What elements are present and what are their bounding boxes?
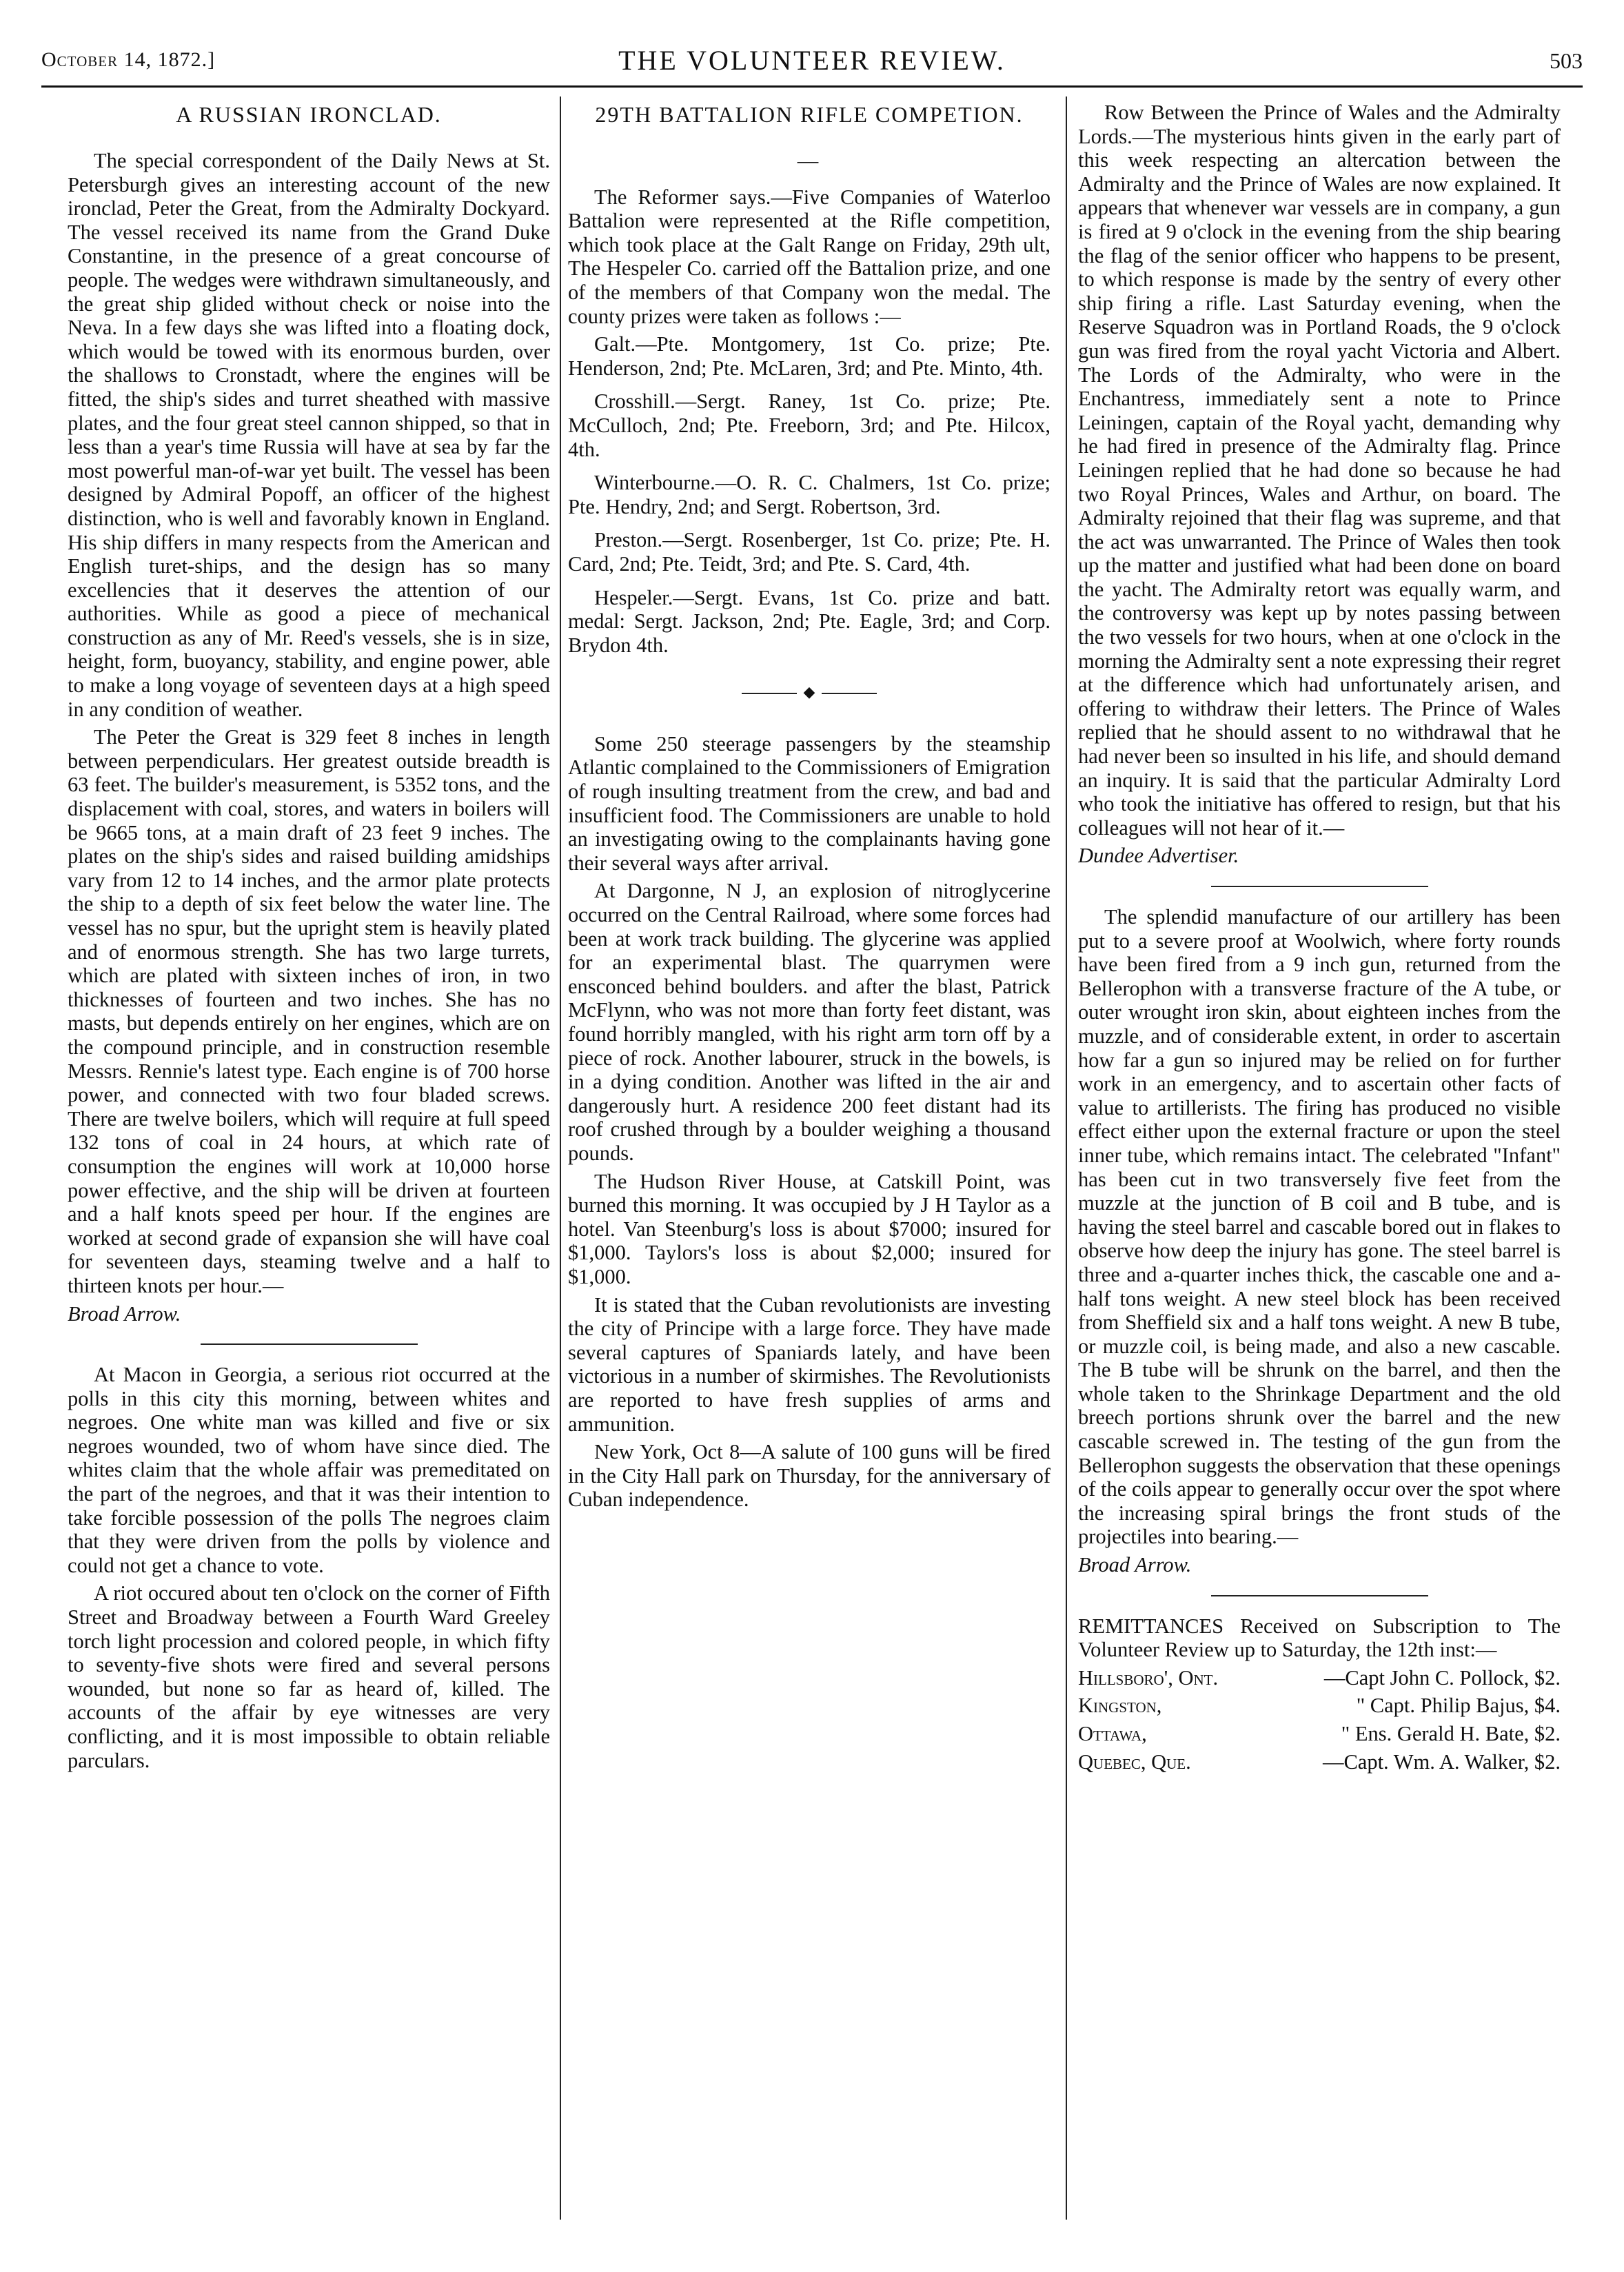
remittance-row (1078, 1666, 1561, 1690)
article-separator (201, 1343, 418, 1345)
remittance-place: Kingston, (1078, 1694, 1162, 1718)
publication-title: THE VOLUNTEER REVIEW. (618, 45, 1006, 76)
remittance-place: Ottawa, (1078, 1722, 1147, 1745)
article-paragraph: The Peter the Great is 329 feet 8 inches in length between perpendiculars. Her greatest outside breadth is 63 feet. The builder's measurement, is 5352 tons, and the displacement with coal, stores, and waters in boilers will be 9665 tons, at a main draft of 23 feet 9 inches. The plates on the ship's sides and raised building amidships vary from 12 to 14 inches, and the armor plate protects the ship to a depth of six feet below the water line. The vessel has no spur, but the upright stem is heavily plated and of enormous strength. She has two large turrets, which are plated with sixteen inches of iron, in two thicknesses of fourteen and two inches. She has no masts, but depends entirely on her engines, which are on the compound principle, and in construction resemble Messrs. Rennie's latest type. Each engine is of 700 horse power, and connected with two four bladed screws. There are twelve boilers, which will require at full speed 132 tons of coal in 24 hours, at which rate of consumption the engines will work at 10,000 horse power effective, and the ship will be driven at fourteen and a half knots speed per hour. If the engines are worked at second grade of expansion she will have coal for seventeen days, steaming twelve and a half to thirteen knots per hour.— (68, 725, 550, 1297)
remittance-place: Hillsboro', Ont. (1078, 1665, 1219, 1690)
article-paragraph: The splendid manufacture of our artillery has been put to a severe proof at Woolwich, where forty rounds have been fired from a 9 inch gun, returned from the Bellerophon with a transverse fracture of the A tube, or outer wrought iron skin, about eighteen inches from the muzzle, and of considerable extent, in order to ascertain how far a gun so injured may be relied on for further work in an emergency, and to ascertain other facts of value to artillerists. The firing has produced no visible effect either upon the external fracture or upon the steel inner tube, which remains intact. The celebrated "Infant" has been cut in two transversely five feet from the muzzle at the junction of B coil and B tube, and is having the steel barrel and cascable bored out in flakes to observe how deep the injury has gone. The steel barrel is three and a-quarter inches thick, the cascable one and a-half tons weight. A new steel block has been received from Sheffield six and a half tons weight. A new B tube, or muzzle coil, is being made, and also a new cascable. The B tube will be shrunk on the barrel, and then the whole taken to the Shrinkage Department and the old breech portions shrunk over the barrel and the new cascable screwed in. The testing of the gun from the Bellerophon suggests the observation that these openings of the coils appear to generally occur over the spot where the increasing spiral brings the front studs of the projectiles into bearing.— (1078, 905, 1561, 1549)
masthead-rule (41, 85, 1583, 88)
prize-entry-hespeler: Hespeler.—Sergt. Evans, 1st Co. prize and batt. medal: Sergt. Jackson, 2nd; Pte. Eagle, 3rd; and Corp. Brydon 4th. (568, 585, 1050, 657)
heading-dash: — (797, 149, 822, 172)
prize-entry-crosshill: Crosshill.—Sergt. Raney, 1st Co. prize; Pte. McCulloch, 2nd; Pte. Freeborn, 3rd; and Pte. Hilcox, 4th. (568, 389, 1050, 461)
article-heading-russian-ironclad: A RUSSIAN IRONCLAD. (176, 102, 442, 127)
article-paragraph: At Dargonne, N J, an explosion of nitroglycerine occurred on the Central Railroad, where some forces had been at work track building. The glycerine was applied for an experimental blast. The quarrymen were ensconced behind boulders. and after the blast, Patrick McFlynn, who was not more than forty feet distant, was found horribly mangled, with his right arm torn off by a piece of rock. Another labourer, struck in the bowels, is in a dying condition. Another was lifted in the air and dangerously hurt. A residence 200 feet distant had its roof crushed through by a boulder weighing a thousand pounds. (568, 879, 1050, 1165)
prize-list (568, 332, 1050, 657)
remittance-entry: —Capt. Wm. A. Walker, $2. (1322, 1749, 1561, 1774)
prize-entry-winterbourne: Winterbourne.—O. R. C. Chalmers, 1st Co. prize; Pte. Hendry, 2nd; and Sergt. Robertson, 3rd. (568, 471, 1050, 518)
remittance-entry: —Capt John C. Pollock, $2. (1323, 1665, 1561, 1690)
article-source: Dundee Advertiser. (1078, 844, 1239, 868)
remittance-entry: " Ens. Gerald H. Bate, $2. (1341, 1722, 1561, 1745)
issue-date: October 14, 1872.] (41, 48, 216, 71)
article-paragraph: Row Between the Prince of Wales and the Admiralty Lords.—The mysterious hints given in the early part of this week respecting an altercation between the Admiralty and the Prince of Wales are now explained. It appears that whenever war vessels are in company, a gun is fired at 9 o'clock in the evening from the ship bearing the flag of the senior officer who happens to be present, to which response is made by the sentry of every other ship firing a rifle. Last Saturday evening, when the Reserve Squadron was in Portland Roads, the 9 o'clock gun was fired from the royal yacht Victoria and Albert. The Lords of the Admiralty, who were in the Enchantress, immediately sent a note to Prince Leiningen, captain of the Royal yacht, demanding why he had fired in presence of the Admiralty flag. Prince Leiningen replied that he had done so because he had two Royal Princes, Wales and Arthur, on board. The Admiralty rejoined that their flag was supreme, and that the act was unwarranted. The Prince of Wales then took up the matter and justified what had been done on board the yacht. The Admiralty retort was equally warm, and the controversy was kept up by notes passing between the two vessels for two hours, when at one o'clock in the morning the Admiralty sent a note expressing their regret at the difference which had unfortunately arisen, and offering to withdraw their letters. The Prince of Wales replied that he should assent to no withdrawal that he had never been so insulted in his life, and should demand an inquiry. It is said that the particular Admiralty Lord who took the initiative has offered to resign, but that his colleagues will not hear of it.— (1078, 101, 1561, 840)
prize-entry-galt: Galt.—Pte. Montgomery, 1st Co. prize; Pte. Henderson, 2nd; Pte. McLaren, 3rd; and Pte. Minto, 4th. (568, 332, 1050, 380)
article-source: Broad Arrow. (68, 1301, 181, 1326)
article-paragraph: It is stated that the Cuban revolutionists are investing the city of Principe with a large force. They have made several captures of Spaniards lately, and have been victorious in a number of skirmishes. The Revolutionists are reported to have fresh supplies of arms and ammunition. (568, 1292, 1050, 1436)
article-separator (1211, 1595, 1428, 1596)
prize-entry-preston: Preston.—Sergt. Rosenberger, 1st Co. prize; Pte. H. Card, 2nd; Pte. Teidt, 3rd; and Pte. S. Card, 4th. (568, 528, 1050, 576)
remittance-row (1078, 1694, 1561, 1718)
remittance-row (1078, 1750, 1561, 1774)
article-separator (1211, 886, 1428, 887)
remittances-list (1078, 1666, 1561, 1774)
article-paragraph: New York, Oct 8—A salute of 100 guns will be fired in the City Hall park on Thursday, for the anniversary of Cuban independence. (568, 1440, 1050, 1512)
page-number: 503 (1550, 48, 1583, 73)
column-1 (68, 97, 550, 2220)
article-paragraph: The Reformer says.—Five Companies of Waterloo Battalion were represented at the Rifle competition, which took place at the Galt Range on Friday, 29th ult, The Hespeler Co. carried off the Battalion prize, and one of the members of that Company won the medal. The county prizes were taken as follows :— (568, 185, 1050, 328)
remittance-place: Quebec, Que. (1078, 1749, 1191, 1774)
remittance-row (1078, 1722, 1561, 1746)
article-paragraph: Some 250 steerage passengers by the steamship Atlantic complained to the Commissioners of Emigration of rough insulting treatment from the crew, and bad and insufficient food. The Commissioners are unable to hold an investigating owing to the complainants having gone their several ways after arrival. (568, 731, 1050, 875)
article-heading-rifle-competition: 29TH BATTALION RIFLE COMPETION. (595, 102, 1024, 127)
article-paragraph: The special correspondent of the Daily News at St. Petersburgh gives an interesting account of the new ironclad, Peter the Great, from the Admiralty Dockyard. The vessel received its name from the Grand Duke Constantine, in the presence of a great concourse of people. The wedges were withdrawn simultaneously, and the great ship glided without check or noise into the Neva. In a few days she was lifted into a floating dock, which would be towed with its enormous burden, over the shallows to Cronstadt, where the engines will be fitted, the ship's sides and turret sheathed with massive plates, and the four great steel cannon shipped, so that in less than a year's time Russia will have at sea by far the most powerful man-of-war yet built. The vessel has been designed by Admiral Popoff, an officer of the highest distinction, who is well and favorably known in England. His ship differs in many respects from the American and English turet-ships, and the design has so many excellencies that it deserves the attention of our authorities. While as good a piece of mechanical construction as any of Mr. Reed's vessels, she is in size, height, form, buoyancy, stability, and engine power, able to make a long voyage of seventeen days at a high speed in any condition of weather. (68, 149, 550, 721)
remittances-title: REMITTANCES Received on Subscription to The Volunteer Review up to Saturday, the 12th inst:— (1078, 1614, 1561, 1662)
column-divider (560, 97, 561, 2220)
ornamental-separator: ◆ (568, 680, 1050, 704)
article-paragraph: A riot occured about ten o'clock on the corner of Fifth Street and Broadway between a Fourth Ward Greeley torch light procession and colored people, in which fifty to seventy-five shots were fired and several persons wounded, but none so far as heard of, killed. The accounts of the affair by eye witnesses are very conflicting, and it is most impossible to obtain reliable parculars. (68, 1581, 550, 1772)
column-2 (568, 97, 1050, 2220)
masthead (41, 41, 1583, 83)
column-3 (1078, 97, 1561, 2220)
article-source: Broad Arrow. (1078, 1553, 1192, 1577)
article-paragraph: At Macon in Georgia, a serious riot occurred at the polls in this city this morning, between whites and negroes. One white man was killed and five or six negroes wounded, two of whom have since died. The whites claim that the whole affair was premeditated on the part of the negroes, and that it was their intention to take forcible possession of the polls The negroes claim that they were driven from the polls by violence and could not get a chance to vote. (68, 1363, 550, 1577)
remittance-entry: " Capt. Philip Bajus, $4. (1356, 1694, 1561, 1718)
article-paragraph: The Hudson River House, at Catskill Point, was burned this morning. It was occupied by J H Taylor as a hotel. Van Steenburg's loss is about $7000; insured for $1,000. Taylors's loss is about $2,000; insured for $1,000. (568, 1169, 1050, 1288)
column-divider (1066, 97, 1067, 2220)
